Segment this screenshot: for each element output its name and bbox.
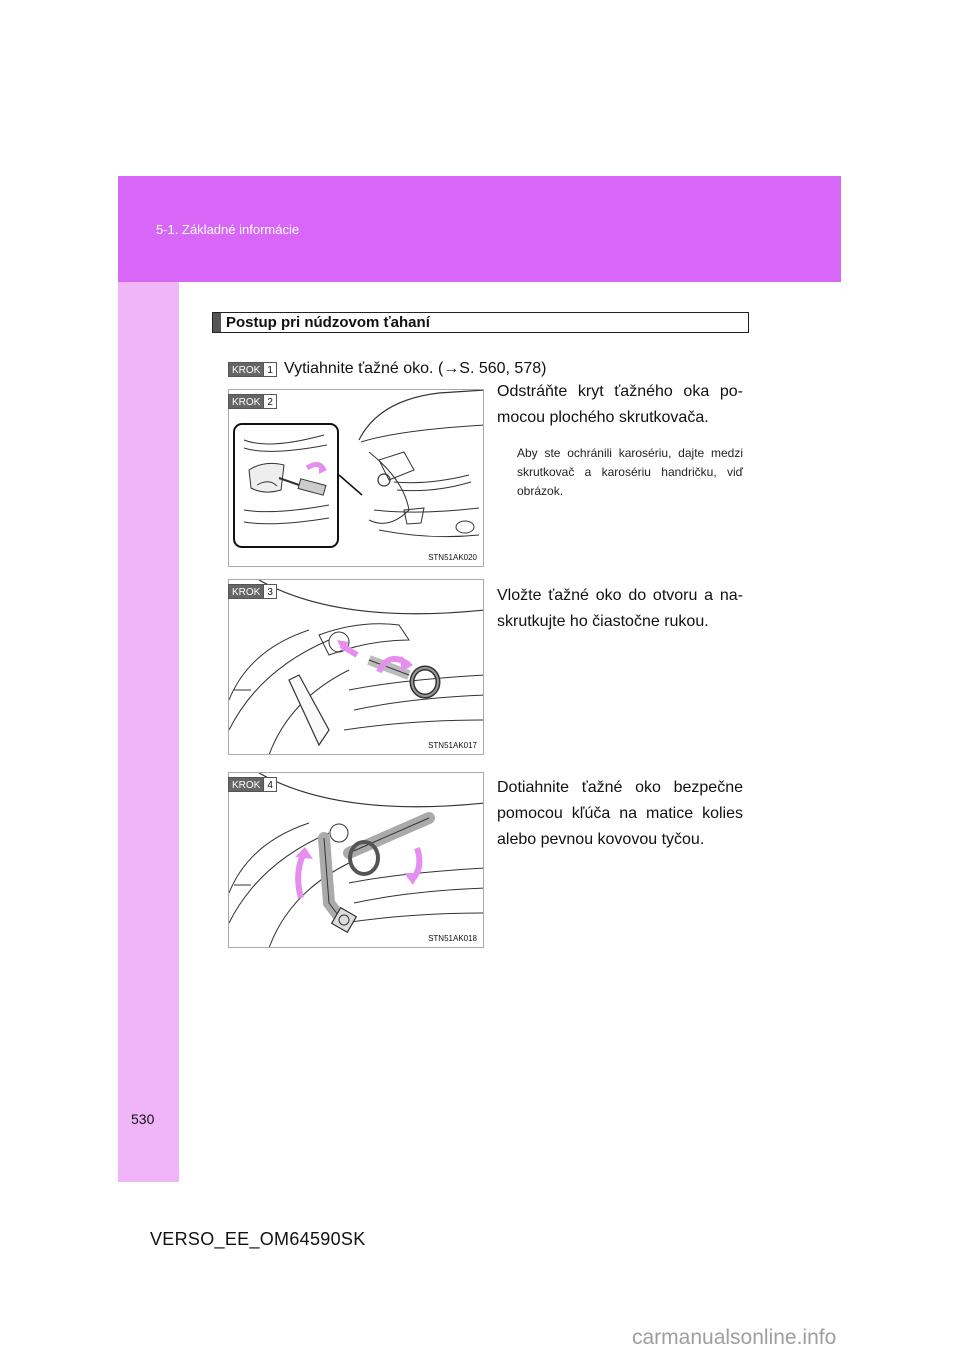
- figure-step-4: [228, 772, 484, 948]
- section-heading-title: Postup pri núdzovom ťahaní: [226, 314, 430, 331]
- step-badge-word: KROK: [229, 778, 263, 791]
- footer-document-code: VERSO_EE_OM64590SK: [150, 1229, 366, 1249]
- step-2-note: Aby ste ochránili karosériu, dajte medzi skrutkovač a karosériu handričku, viď obrázok.: [517, 446, 743, 498]
- step-badge-2: [228, 394, 277, 409]
- towing-eye-insert-illustration: [229, 580, 484, 755]
- side-tab-band: [118, 282, 179, 1182]
- step-4-text: Dotiahnite ťažné oko bezpečne pomocou kľúča na matice kolies alebo pevnou kovovou tyčou.: [497, 779, 743, 848]
- step-badge-number: 1: [263, 363, 276, 376]
- step-1-text: Vytiahnite ťažné oko. (→S. 560, 578): [284, 360, 547, 377]
- watermark-link[interactable]: carmanualsonline.info: [632, 1326, 837, 1349]
- step-3-text: Vložte ťažné oko do otvoru a na-skrutkujte ho čiastočne rukou.: [497, 587, 743, 630]
- step-2-text: Odstráňte kryt ťažného oka po-mocou plochého skrutkovača.: [497, 383, 743, 426]
- step-badge-word: KROK: [229, 395, 263, 408]
- step-badge-number: 2: [263, 395, 276, 408]
- step-badge-number: 3: [263, 585, 276, 598]
- section-label: 5-1. Základné informácie: [156, 222, 300, 237]
- wheel-nut-wrench-tightening-illustration: [229, 773, 484, 948]
- figure-code: STN51AK018: [428, 934, 477, 943]
- step-badge-word: KROK: [229, 585, 263, 598]
- figure-step-2: [228, 389, 484, 567]
- section-heading: [212, 312, 749, 333]
- step-badge-word: KROK: [229, 363, 263, 376]
- step-badge-1: [228, 362, 277, 377]
- step-badge-3: [228, 584, 277, 599]
- page-number: 530: [131, 1111, 155, 1127]
- page-header-band: [118, 176, 841, 282]
- bumper-cover-removal-illustration: [229, 390, 484, 567]
- step-badge-number: 4: [263, 778, 276, 791]
- step-badge-4: [228, 777, 277, 792]
- figure-step-3: [228, 579, 484, 755]
- figure-code: STN51AK020: [428, 553, 477, 562]
- figure-code: STN51AK017: [428, 741, 477, 750]
- heading-bar: [213, 313, 221, 332]
